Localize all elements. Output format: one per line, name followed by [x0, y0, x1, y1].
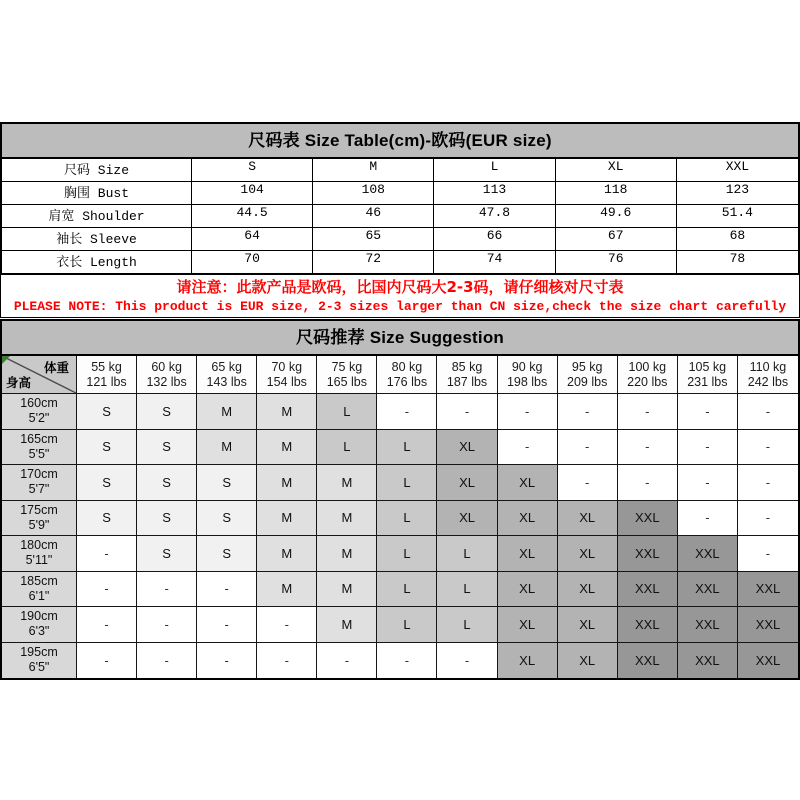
height-cm: 180cm	[20, 538, 58, 553]
notice-line-english: PLEASE NOTE: This product is EUR size, 2-3 sizes larger than CN size,check the size chart carefully	[13, 299, 787, 314]
size-table-title: 尺码表 Size Table(cm)-欧码(EUR size)	[2, 124, 798, 159]
height-ft: 5'7"	[28, 482, 50, 497]
size-cell: M	[317, 536, 377, 572]
size-cell: -	[678, 394, 738, 430]
weight-header-cell	[618, 356, 678, 394]
size-cell: M	[317, 607, 377, 643]
size-cell: M	[257, 572, 317, 608]
size-cell: -	[618, 430, 678, 466]
weight-header-cell	[257, 356, 317, 394]
size-table-value: 104	[192, 181, 313, 204]
size-cell: XXL	[678, 643, 738, 679]
size-cell: XXL	[738, 607, 798, 643]
height-cm: 175cm	[20, 502, 58, 517]
weight-header-cell	[377, 356, 437, 394]
weight-header-cell	[77, 356, 137, 394]
size-cell: XL	[498, 501, 558, 537]
corner-height-label: 身高	[6, 375, 32, 390]
size-cell: -	[137, 643, 197, 679]
weight-header-cell	[197, 356, 257, 394]
weight-kg: 105 kg	[688, 359, 727, 374]
size-table-value: 64	[192, 227, 313, 250]
size-cell: L	[317, 394, 377, 430]
size-table-value: 44.5	[192, 204, 313, 227]
weight-lbs: 176 lbs	[386, 374, 428, 389]
size-suggestion-title: 尺码推荐 Size Suggestion	[0, 319, 800, 354]
size-cell: S	[197, 501, 257, 537]
size-cell: XXL	[618, 572, 678, 608]
size-cell: L	[437, 572, 497, 608]
weight-lbs: 154 lbs	[266, 374, 307, 389]
size-cell: -	[197, 572, 257, 608]
weight-header-cell	[738, 356, 798, 394]
size-cell: XL	[498, 572, 558, 608]
size-suggestion-table	[0, 354, 800, 680]
size-cell: -	[678, 465, 738, 501]
size-table	[2, 159, 798, 273]
size-cell: L	[377, 607, 437, 643]
size-cell: -	[77, 536, 137, 572]
weight-header-cell	[498, 356, 558, 394]
size-cell: M	[257, 394, 317, 430]
size-chart	[0, 122, 800, 680]
weight-header-cell	[317, 356, 377, 394]
weight-kg: 90 kg	[511, 359, 543, 374]
weight-kg: 95 kg	[571, 359, 603, 374]
weight-header-cell	[678, 356, 738, 394]
size-cell: XL	[498, 536, 558, 572]
size-cell: M	[257, 430, 317, 466]
size-table-value: 47.8	[434, 204, 555, 227]
size-cell: S	[137, 394, 197, 430]
size-cell: L	[377, 572, 437, 608]
size-cell: -	[317, 643, 377, 679]
height-header-cell	[2, 572, 77, 608]
size-cell: L	[377, 536, 437, 572]
size-table-value: 108	[313, 181, 434, 204]
size-cell: XL	[437, 465, 497, 501]
size-table-value: XXL	[725, 159, 750, 174]
size-cell: -	[77, 572, 137, 608]
height-cm: 165cm	[20, 431, 58, 446]
size-cell: XXL	[678, 607, 738, 643]
weight-lbs: 242 lbs	[747, 374, 789, 389]
weight-kg: 100 kg	[628, 359, 667, 374]
size-cell: -	[257, 643, 317, 679]
height-ft: 5'2"	[28, 411, 50, 426]
weight-kg: 65 kg	[211, 359, 242, 374]
size-cell: L	[317, 430, 377, 466]
size-cell: XL	[498, 465, 558, 501]
size-table-value: 51.4	[677, 204, 798, 227]
size-cell: -	[377, 643, 437, 679]
size-cell: XL	[558, 607, 618, 643]
size-cell: -	[678, 501, 738, 537]
size-cell: M	[317, 501, 377, 537]
size-cell: S	[197, 465, 257, 501]
size-table-value: 65	[313, 227, 434, 250]
size-cell: S	[137, 536, 197, 572]
size-cell: XL	[437, 501, 497, 537]
size-cell: XL	[498, 643, 558, 679]
size-cell: XXL	[738, 572, 798, 608]
size-table-value: 70	[192, 250, 313, 273]
height-ft: 5'5"	[28, 446, 50, 461]
size-cell: S	[137, 465, 197, 501]
weight-kg: 85 kg	[451, 359, 483, 374]
size-cell: XL	[558, 536, 618, 572]
size-cell: -	[678, 430, 738, 466]
size-cell: L	[377, 465, 437, 501]
size-table-value: 123	[677, 181, 798, 204]
size-cell: XXL	[618, 607, 678, 643]
weight-header-cell	[558, 356, 618, 394]
height-ft: 5'11"	[25, 553, 53, 568]
size-cell: S	[137, 430, 197, 466]
size-cell: XL	[437, 430, 497, 466]
height-cm: 195cm	[20, 645, 58, 660]
size-table-row-label: 胸围 Bust	[2, 181, 192, 204]
size-table-value: 76	[556, 250, 677, 273]
size-cell: M	[257, 465, 317, 501]
size-cell: M	[257, 501, 317, 537]
size-cell: -	[197, 607, 257, 643]
size-table-value: M	[313, 159, 434, 181]
weight-kg: 80 kg	[391, 359, 423, 374]
size-cell: -	[738, 501, 798, 537]
size-table-row-label: 袖长 Sleeve	[2, 227, 192, 250]
size-cell: S	[137, 501, 197, 537]
size-cell: M	[197, 394, 257, 430]
weight-kg: 75 kg	[331, 359, 363, 374]
size-table-value: 78	[677, 250, 798, 273]
size-cell: -	[738, 430, 798, 466]
size-table-value: 72	[313, 250, 434, 273]
size-cell: S	[77, 465, 137, 501]
weight-lbs: 198 lbs	[506, 374, 548, 389]
notice-section	[0, 275, 800, 318]
height-header-cell	[2, 643, 77, 679]
size-cell: XXL	[618, 536, 678, 572]
height-cm: 170cm	[20, 467, 58, 482]
size-cell: S	[77, 501, 137, 537]
size-cell: -	[437, 394, 497, 430]
size-table-value: 68	[677, 227, 798, 250]
height-header-cell	[2, 607, 77, 643]
size-table-value: XL	[556, 159, 677, 181]
size-cell: -	[77, 643, 137, 679]
size-cell: XXL	[678, 572, 738, 608]
size-table-row-label: 衣长 Length	[2, 250, 192, 273]
weight-kg: 110 kg	[749, 359, 787, 374]
height-header-cell	[2, 536, 77, 572]
size-table-value: L	[434, 159, 555, 181]
size-table-value: 46	[313, 204, 434, 227]
size-cell: L	[377, 501, 437, 537]
weight-lbs: 231 lbs	[687, 374, 728, 389]
size-table-value: 74	[434, 250, 555, 273]
size-cell: S	[77, 430, 137, 466]
height-ft: 5'9"	[28, 517, 50, 532]
weight-kg: 55 kg	[91, 359, 122, 374]
size-cell: L	[437, 607, 497, 643]
size-cell: XXL	[738, 643, 798, 679]
weight-lbs: 121 lbs	[86, 374, 127, 389]
size-cell: -	[137, 572, 197, 608]
size-cell: -	[738, 394, 798, 430]
corner-weight-label: 体重	[43, 360, 69, 375]
size-cell: -	[618, 465, 678, 501]
size-cell: -	[558, 394, 618, 430]
size-cell: XL	[558, 643, 618, 679]
notice-line-chinese: 请注意：此款产品是欧码，比国内尺码大2-3码，请仔细核对尺寸表	[176, 278, 624, 296]
size-table-value: S	[192, 159, 313, 181]
weight-lbs: 220 lbs	[627, 374, 668, 389]
size-cell: L	[377, 430, 437, 466]
size-table-value: 67	[556, 227, 677, 250]
size-cell: -	[377, 394, 437, 430]
size-cell: S	[77, 394, 137, 430]
size-cell: -	[618, 394, 678, 430]
height-cm: 185cm	[20, 573, 58, 588]
height-ft: 6'5"	[28, 660, 50, 675]
size-cell: -	[558, 465, 618, 501]
size-cell: -	[738, 465, 798, 501]
size-cell: XL	[558, 501, 618, 537]
size-cell: -	[257, 607, 317, 643]
size-table-row-label: 尺码 Size	[2, 159, 192, 181]
size-cell: L	[437, 536, 497, 572]
size-cell: -	[498, 394, 558, 430]
weight-lbs: 187 lbs	[446, 374, 488, 389]
size-cell: XXL	[618, 501, 678, 537]
size-table-value: 118	[556, 181, 677, 204]
size-cell: XL	[558, 572, 618, 608]
size-table-row-label: 肩宽 Shoulder	[2, 204, 192, 227]
height-ft: 6'1"	[28, 588, 50, 603]
weight-lbs: 132 lbs	[146, 374, 187, 389]
size-cell: M	[317, 465, 377, 501]
size-table-value: 66	[434, 227, 555, 250]
height-cm: 160cm	[20, 396, 58, 411]
size-cell: XXL	[618, 643, 678, 679]
height-header-cell	[2, 501, 77, 537]
corner-marker-triangle-icon	[2, 356, 10, 364]
weight-kg: 70 kg	[271, 359, 303, 374]
height-ft: 6'3"	[28, 624, 50, 639]
height-header-cell	[2, 394, 77, 430]
corner-header-cell	[2, 356, 77, 394]
height-header-cell	[2, 430, 77, 466]
weight-lbs: 165 lbs	[326, 374, 368, 389]
weight-kg: 60 kg	[151, 359, 182, 374]
size-cell: S	[197, 536, 257, 572]
size-table-value: 113	[434, 181, 555, 204]
size-cell: M	[197, 430, 257, 466]
weight-header-cell	[437, 356, 497, 394]
weight-header-cell	[137, 356, 197, 394]
size-cell: -	[137, 607, 197, 643]
size-cell: -	[77, 607, 137, 643]
size-cell: M	[257, 536, 317, 572]
size-cell: -	[197, 643, 257, 679]
size-table-section	[0, 122, 800, 275]
weight-lbs: 209 lbs	[567, 374, 608, 389]
size-cell: M	[317, 572, 377, 608]
size-cell: -	[437, 643, 497, 679]
height-cm: 190cm	[20, 609, 58, 624]
size-table-value: 49.6	[556, 204, 677, 227]
size-cell: -	[738, 536, 798, 572]
size-cell: XXL	[678, 536, 738, 572]
size-cell: -	[558, 430, 618, 466]
size-cell: -	[498, 430, 558, 466]
height-header-cell	[2, 465, 77, 501]
size-cell: XL	[498, 607, 558, 643]
weight-lbs: 143 lbs	[206, 374, 247, 389]
